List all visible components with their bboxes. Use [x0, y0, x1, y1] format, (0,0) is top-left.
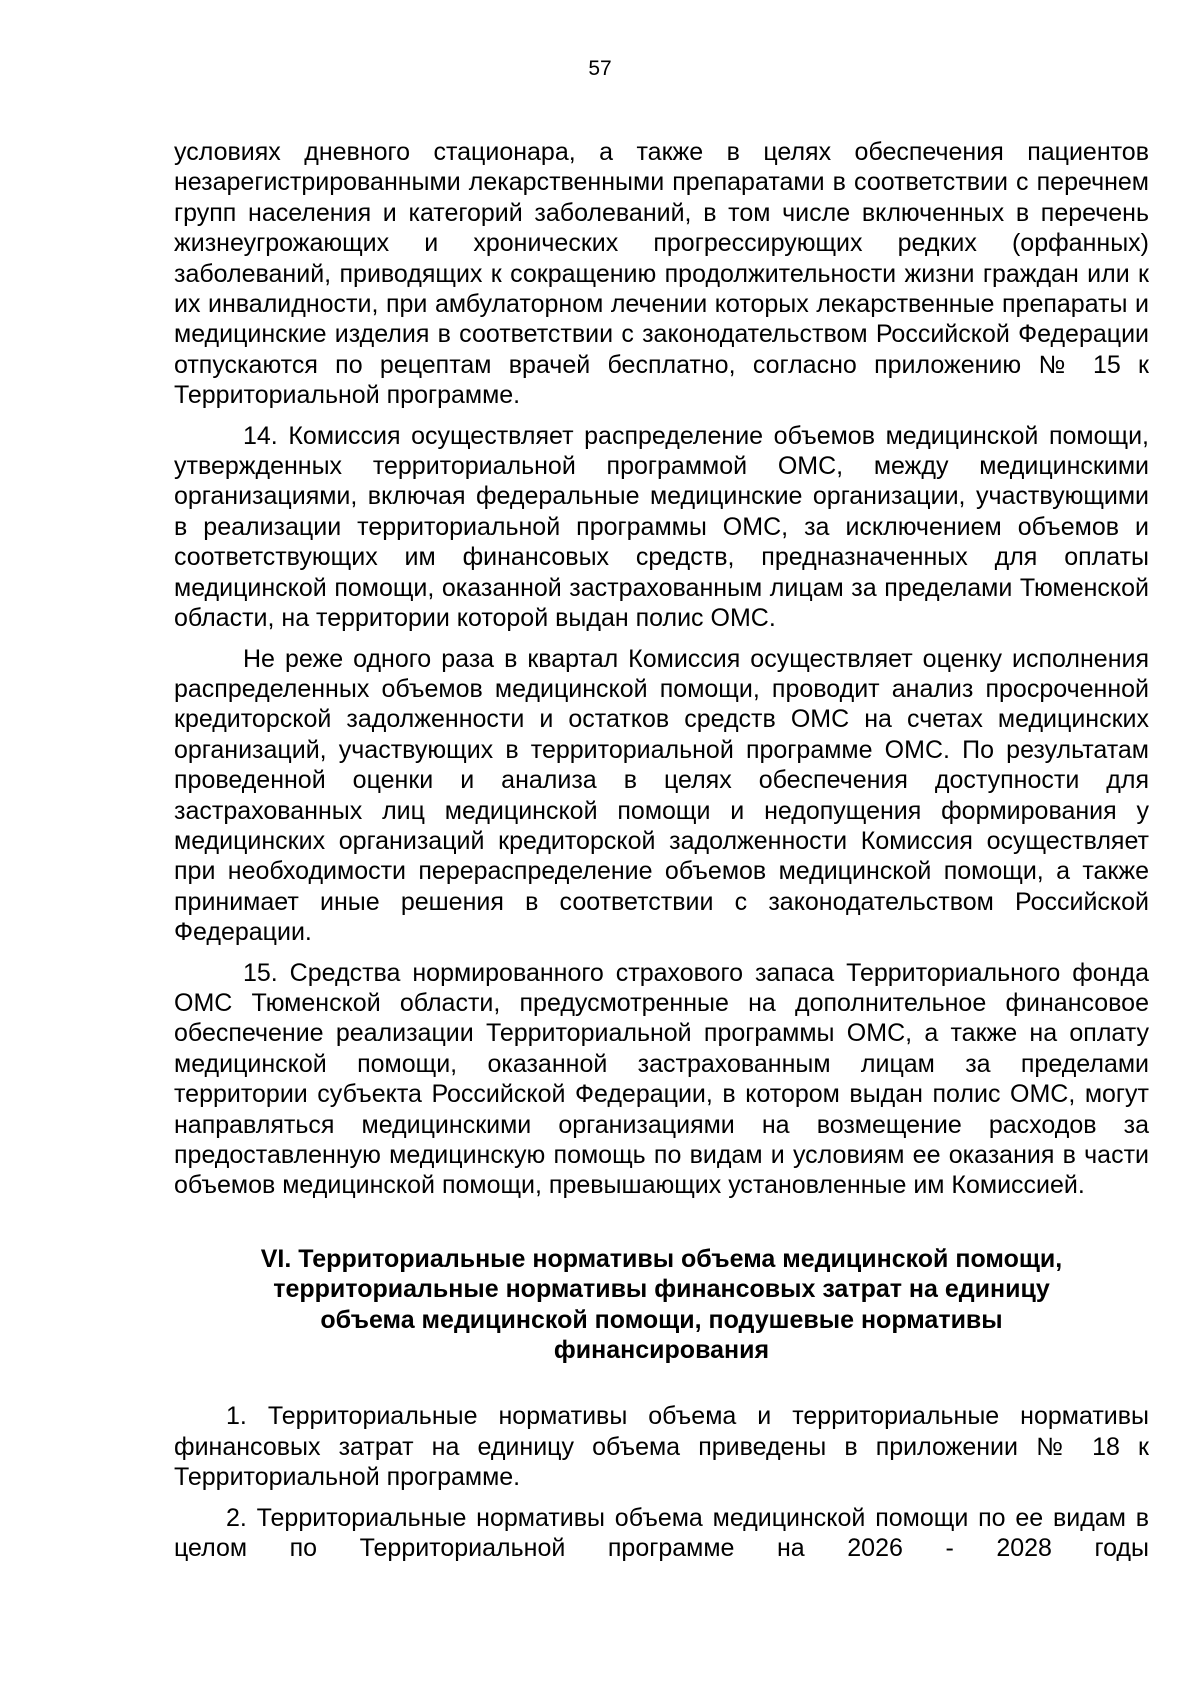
paragraph-continuation: условиях дневного стационара, а также в целях обеспечения пациентов незарегистрированными лекарственными препаратами в соответствии с перечнем групп населения и категорий заболеваний, в том числе включенных в перечень жизнеугрожающих и хронических прогрессирующих редких (орфанных) заболеваний, приводящих к сокращению продолжительности жизни граждан или к их инвалидности, при амбулаторном лечении которых лекарственные препараты и медицинские изделия в соответствии с законодательством Российской Федерации отпускаются по рецептам врачей бесплатно, согласно приложению № 15 к Территориальной программе. [174, 138, 1149, 410]
paragraph-item-14: 14. Комиссия осуществляет распределение объемов медицинской помощи, утвержденных территориальной программой ОМС, между медицинскими организациями, включая федеральные медицинские организации, участвующими в реализации территориальной программы ОМС, за исключением объемов и соответствующих им финансовых средств, предназначенных для оплаты медицинской помощи, оказанной застрахованным лицам за пределами Тюменской области, на территории которой выдан полис ОМС. [174, 421, 1149, 633]
section-paragraph-1: 1. Территориальные нормативы объема и территориальные нормативы финансовых затрат на единицу объема приведены в приложении № 18 к Территориальной программе. [174, 1402, 1149, 1492]
page-number: 57 [588, 57, 612, 80]
section-title [174, 1244, 1149, 1366]
section-paragraph-2: 2. Территориальные нормативы объема медицинской помощи по ее видам в целом по Территориальной программе на 2026 - 2028 годы [174, 1503, 1149, 1563]
section-title-line: финансирования [553, 1336, 770, 1365]
section-title-line: VI. Территориальные нормативы объема медицинской помощи, [260, 1244, 1063, 1273]
paragraph-item-15: 15. Средства нормированного страхового запаса Территориального фонда ОМС Тюменской области, предусмотренные на дополнительное финансовое обеспечение реализации Территориальной программы ОМС, а также на оплату медицинской помощи, оказанной застрахованным лицам за пределами территории субъекта Российской Федерации, в котором выдан полис ОМС, могут направляться медицинскими организациями на возмещение расходов за предоставленную медицинскую помощь по видам и условиям ее оказания в части объемов медицинской помощи, превышающих установленные им Комиссией. [174, 958, 1149, 1200]
document-body [174, 137, 1149, 1573]
section-title-line: территориальные нормативы финансовых затрат на единицу [273, 1275, 1050, 1304]
section-title-line: объема медицинской помощи, подушевые нормативы [320, 1305, 1003, 1334]
paragraph-quarterly-review: Не реже одного раза в квартал Комиссия осуществляет оценку исполнения распределенных объемов медицинской помощи, проводит анализ просроченной кредиторской задолженности и остатков средств ОМС на счетах медицинских организаций, участвующих в территориальной программе ОМС. По результатам проведенной оценки и анализа в целях обеспечения доступности для застрахованных лиц медицинской помощи и недопущения формирования у медицинских организаций кредиторской задолженности Комиссия осуществляет при необходимости перераспределение объемов медицинской помощи, а также принимает иные решения в соответствии с законодательством Российской Федерации. [174, 644, 1149, 947]
